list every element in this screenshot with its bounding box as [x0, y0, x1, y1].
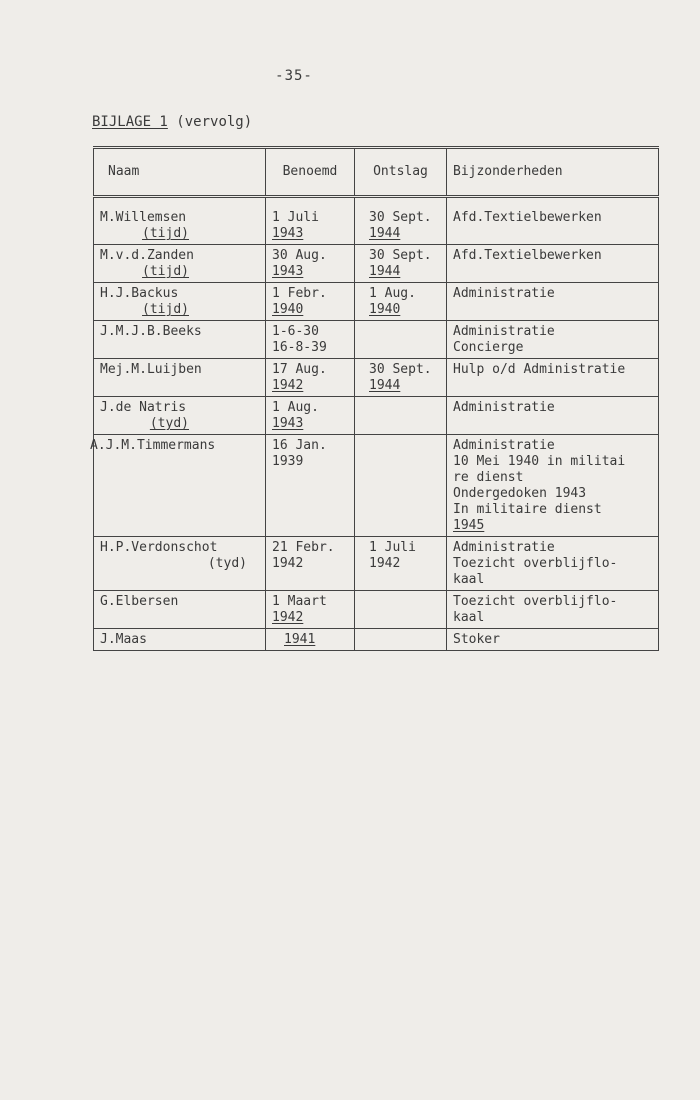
person-name: H.J.Backus	[100, 286, 179, 301]
cell-ontslag	[355, 629, 447, 651]
table-row	[94, 435, 659, 537]
cell-name	[94, 629, 266, 651]
table-header-row	[94, 148, 659, 197]
ontslag-line-1: 30 Sept.	[369, 362, 432, 377]
details-line: Hulp o/d Administratie	[453, 362, 626, 377]
details-line: Afd.Textielbewerken	[453, 210, 602, 225]
benoemd-line-1: 1 Aug.	[272, 400, 319, 415]
benoemd-line-1: 1 Juli	[272, 210, 319, 225]
details-line: kaal	[453, 610, 485, 625]
cell-bijzonderheden	[447, 245, 659, 283]
ontslag-line-2: 1940	[369, 302, 401, 317]
table-row	[94, 283, 659, 321]
cell-bijzonderheden	[447, 397, 659, 435]
person-tag: (tijd)	[142, 226, 189, 241]
details-line: Administratie	[453, 438, 555, 453]
details-line: Toezicht overblijflo-	[453, 556, 618, 571]
benoemd-line-1: 16 Jan.	[272, 438, 327, 453]
cell-bijzonderheden	[447, 359, 659, 397]
person-name: G.Elbersen	[100, 594, 179, 609]
person-tag: (tijd)	[142, 264, 189, 279]
cell-benoemd	[266, 321, 355, 359]
person-name: M.v.d.Zanden	[100, 248, 194, 263]
benoemd-line-1: 21 Febr.	[272, 540, 335, 555]
table-row	[94, 197, 659, 245]
cell-benoemd	[266, 397, 355, 435]
benoemd-line-2: 1942	[272, 610, 304, 625]
ontslag-line-2: 1944	[369, 378, 401, 393]
cell-benoemd	[266, 435, 355, 537]
table-row	[94, 321, 659, 359]
appendix-title: BIJLAGE 1	[92, 114, 168, 130]
person-name: Mej.M.Luijben	[100, 362, 202, 377]
cell-name	[94, 397, 266, 435]
benoemd-line-1: 1-6-30	[272, 324, 319, 339]
ontslag-line-2: 1942	[369, 556, 401, 571]
details-line: 1945	[453, 518, 485, 533]
ontslag-line-1: 1 Juli	[369, 540, 416, 555]
person-name: A.J.M.Timmermans	[90, 438, 216, 453]
ontslag-line-1: 30 Sept.	[369, 210, 432, 225]
details-line: Administratie	[453, 400, 555, 415]
cell-bijzonderheden	[447, 591, 659, 629]
cell-ontslag	[355, 537, 447, 591]
cell-bijzonderheden	[447, 537, 659, 591]
benoemd-line-2: 1939	[272, 454, 304, 469]
details-line: In militaire dienst	[453, 502, 602, 517]
cell-name	[94, 283, 266, 321]
details-line: Administratie	[453, 540, 555, 555]
cell-ontslag	[355, 321, 447, 359]
appendix-heading	[92, 114, 252, 130]
header-bijzonderheden: Bijzonderheden	[447, 148, 659, 197]
cell-name	[94, 245, 266, 283]
details-line: Afd.Textielbewerken	[453, 248, 602, 263]
person-name: J.de Natris	[100, 400, 187, 415]
details-line: Toezicht overblijflo-	[453, 594, 618, 609]
benoemd-line-1: 1 Maart	[272, 594, 327, 609]
details-line: Concierge	[453, 340, 524, 355]
table-row	[94, 591, 659, 629]
cell-benoemd	[266, 359, 355, 397]
cell-benoemd	[266, 197, 355, 245]
person-name: J.Maas	[100, 632, 147, 647]
cell-ontslag	[355, 359, 447, 397]
details-line: kaal	[453, 572, 485, 587]
cell-benoemd	[266, 537, 355, 591]
cell-benoemd	[266, 591, 355, 629]
person-tag: (tijd)	[142, 302, 189, 317]
table-row	[94, 359, 659, 397]
cell-name	[94, 321, 266, 359]
benoemd-line-1: 17 Aug.	[272, 362, 327, 377]
cell-bijzonderheden	[447, 435, 659, 537]
benoemd-line-1: 1941	[284, 632, 316, 647]
cell-name	[94, 591, 266, 629]
cell-name	[94, 537, 266, 591]
benoemd-line-2: 16-8-39	[272, 340, 327, 355]
appendix-subtitle: (vervolg)	[176, 114, 253, 130]
benoemd-line-2: 1942	[272, 378, 304, 393]
page-number: -35-	[275, 68, 313, 84]
cell-name	[90, 435, 266, 537]
cell-ontslag	[355, 591, 447, 629]
benoemd-line-2: 1943	[272, 264, 304, 279]
cell-ontslag	[355, 435, 447, 537]
details-line: Administratie	[453, 324, 555, 339]
benoemd-line-1: 30 Aug.	[272, 248, 327, 263]
details-line: Ondergedoken 1943	[453, 486, 587, 501]
person-tag: (tyd)	[149, 416, 189, 431]
table-row	[94, 629, 659, 651]
ontslag-line-2: 1944	[369, 264, 401, 279]
details-line: re dienst	[453, 470, 524, 485]
header-naam: Naam	[94, 148, 266, 197]
cell-ontslag	[355, 245, 447, 283]
cell-bijzonderheden	[447, 629, 659, 651]
benoemd-line-1: 1 Febr.	[272, 286, 327, 301]
ontslag-line-1: 1 Aug.	[369, 286, 416, 301]
ontslag-line-1: 30 Sept.	[369, 248, 432, 263]
details-line: 10 Mei 1940 in militai	[453, 454, 626, 469]
details-line: Administratie	[453, 286, 555, 301]
benoemd-line-2: 1942	[272, 556, 304, 571]
header-benoemd: Benoemd	[266, 148, 355, 197]
cell-benoemd	[266, 629, 355, 651]
cell-bijzonderheden	[447, 197, 659, 245]
cell-name	[94, 359, 266, 397]
cell-benoemd	[266, 245, 355, 283]
ontslag-line-2: 1944	[369, 226, 401, 241]
benoemd-line-2: 1940	[272, 302, 304, 317]
cell-bijzonderheden	[447, 321, 659, 359]
person-tag: (tyd)	[207, 556, 247, 571]
cell-name	[94, 197, 266, 245]
cell-ontslag	[355, 197, 447, 245]
table-row	[94, 397, 659, 435]
header-ontslag: Ontslag	[355, 148, 447, 197]
benoemd-line-2: 1943	[272, 226, 304, 241]
person-name: J.M.J.B.Beeks	[100, 324, 202, 339]
person-name: H.P.Verdonschot	[100, 540, 218, 555]
benoemd-line-2: 1943	[272, 416, 304, 431]
staff-table	[90, 146, 659, 651]
table-row	[94, 537, 659, 591]
table-row	[94, 245, 659, 283]
cell-ontslag	[355, 283, 447, 321]
cell-ontslag	[355, 397, 447, 435]
details-line: Stoker	[453, 632, 500, 647]
person-name: M.Willemsen	[100, 210, 187, 225]
cell-bijzonderheden	[447, 283, 659, 321]
cell-benoemd	[266, 283, 355, 321]
